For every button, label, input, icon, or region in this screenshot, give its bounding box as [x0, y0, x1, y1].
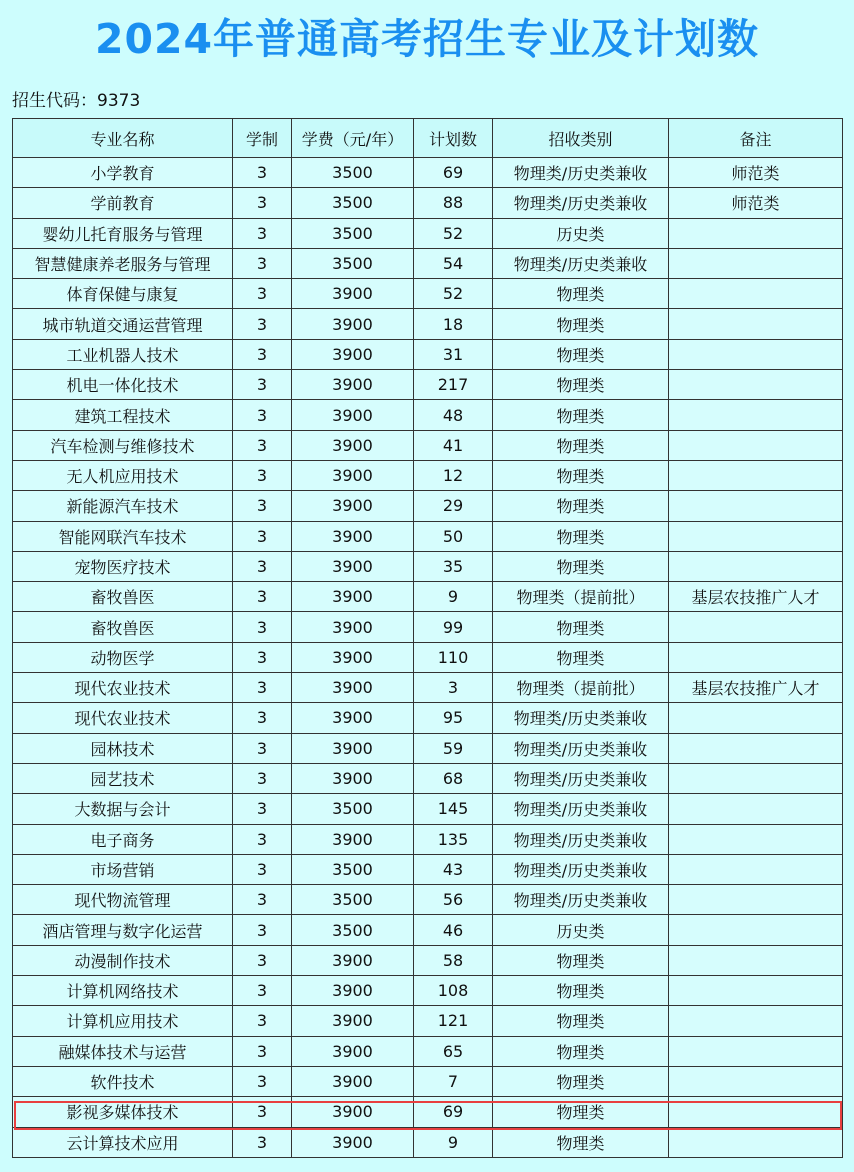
cell-plan-count: 110: [414, 642, 493, 672]
major-plan-table: [12, 118, 843, 1158]
cell-remarks: [669, 733, 843, 763]
cell-category: 物理类: [493, 1066, 669, 1096]
cell-category: 物理类: [493, 279, 669, 309]
table-row: [13, 915, 843, 945]
cell-remarks: [669, 279, 843, 309]
cell-major-name: 市场营销: [13, 854, 233, 884]
cell-remarks: [669, 854, 843, 884]
cell-remarks: 师范类: [669, 158, 843, 188]
cell-duration: 3: [233, 309, 292, 339]
cell-duration: 3: [233, 370, 292, 400]
cell-plan-count: 65: [414, 1036, 493, 1066]
cell-category: 物理类（提前批）: [493, 582, 669, 612]
table-row: [13, 1127, 843, 1157]
cell-plan-count: 52: [414, 218, 493, 248]
cell-tuition: 3900: [292, 582, 414, 612]
table-row: [13, 673, 843, 703]
cell-tuition: 3900: [292, 824, 414, 854]
cell-plan-count: 46: [414, 915, 493, 945]
cell-remarks: [669, 400, 843, 430]
cell-plan-count: 3: [414, 673, 493, 703]
cell-plan-count: 69: [414, 158, 493, 188]
cell-tuition: 3500: [292, 218, 414, 248]
cell-category: 物理类: [493, 976, 669, 1006]
table-row: [13, 763, 843, 793]
cell-remarks: [669, 309, 843, 339]
cell-major-name: 体育保健与康复: [13, 279, 233, 309]
cell-major-name: 畜牧兽医: [13, 582, 233, 612]
cell-tuition: 3900: [292, 339, 414, 369]
cell-tuition: 3500: [292, 248, 414, 278]
cell-plan-count: 88: [414, 188, 493, 218]
header-tuition: 学费（元/年）: [292, 119, 414, 158]
cell-duration: 3: [233, 248, 292, 278]
cell-category: 物理类: [493, 612, 669, 642]
cell-major-name: 园林技术: [13, 733, 233, 763]
table-row: [13, 885, 843, 915]
cell-plan-count: 56: [414, 885, 493, 915]
cell-plan-count: 145: [414, 794, 493, 824]
cell-remarks: [669, 612, 843, 642]
cell-tuition: 3900: [292, 491, 414, 521]
cell-remarks: [669, 945, 843, 975]
cell-plan-count: 68: [414, 763, 493, 793]
cell-category: 物理类: [493, 1006, 669, 1036]
cell-duration: 3: [233, 854, 292, 884]
cell-tuition: 3900: [292, 733, 414, 763]
header-plan-count: 计划数: [414, 119, 493, 158]
table-row: [13, 400, 843, 430]
cell-category: 物理类/历史类兼收: [493, 248, 669, 278]
cell-tuition: 3900: [292, 1066, 414, 1096]
cell-remarks: [669, 703, 843, 733]
cell-category: 物理类/历史类兼收: [493, 824, 669, 854]
cell-remarks: [669, 491, 843, 521]
cell-major-name: 城市轨道交通运营管理: [13, 309, 233, 339]
cell-major-name: 云计算技术应用: [13, 1127, 233, 1157]
cell-plan-count: 135: [414, 824, 493, 854]
cell-duration: 3: [233, 915, 292, 945]
cell-plan-count: 121: [414, 1006, 493, 1036]
cell-plan-count: 95: [414, 703, 493, 733]
cell-tuition: 3900: [292, 551, 414, 581]
cell-plan-count: 108: [414, 976, 493, 1006]
table-row: [13, 460, 843, 490]
cell-major-name: 大数据与会计: [13, 794, 233, 824]
cell-plan-count: 12: [414, 460, 493, 490]
cell-plan-count: 59: [414, 733, 493, 763]
cell-remarks: [669, 460, 843, 490]
cell-plan-count: 50: [414, 521, 493, 551]
cell-major-name: 酒店管理与数字化运营: [13, 915, 233, 945]
cell-tuition: 3900: [292, 642, 414, 672]
cell-tuition: 3900: [292, 400, 414, 430]
cell-duration: 3: [233, 885, 292, 915]
cell-remarks: [669, 763, 843, 793]
table-body: [13, 158, 843, 1158]
cell-category: 物理类: [493, 491, 669, 521]
cell-category: 物理类: [493, 430, 669, 460]
cell-duration: 3: [233, 733, 292, 763]
cell-category: 物理类/历史类兼收: [493, 854, 669, 884]
cell-major-name: 畜牧兽医: [13, 612, 233, 642]
table-row: [13, 248, 843, 278]
cell-duration: 3: [233, 794, 292, 824]
cell-major-name: 融媒体技术与运营: [13, 1036, 233, 1066]
cell-major-name: 小学教育: [13, 158, 233, 188]
header-category: 招收类别: [493, 119, 669, 158]
cell-tuition: 3900: [292, 430, 414, 460]
cell-category: 历史类: [493, 915, 669, 945]
cell-category: 物理类: [493, 460, 669, 490]
cell-duration: 3: [233, 339, 292, 369]
cell-major-name: 影视多媒体技术: [13, 1097, 233, 1127]
cell-remarks: 师范类: [669, 188, 843, 218]
table-row: [13, 1006, 843, 1036]
cell-major-name: 软件技术: [13, 1066, 233, 1096]
cell-category: 物理类: [493, 1097, 669, 1127]
cell-duration: 3: [233, 642, 292, 672]
cell-duration: 3: [233, 1097, 292, 1127]
cell-category: 历史类: [493, 218, 669, 248]
cell-remarks: [669, 1066, 843, 1096]
cell-major-name: 新能源汽车技术: [13, 491, 233, 521]
cell-duration: 3: [233, 1036, 292, 1066]
cell-remarks: [669, 551, 843, 581]
cell-duration: 3: [233, 1006, 292, 1036]
cell-tuition: 3900: [292, 521, 414, 551]
cell-category: 物理类: [493, 370, 669, 400]
cell-plan-count: 48: [414, 400, 493, 430]
cell-category: 物理类: [493, 400, 669, 430]
cell-tuition: 3900: [292, 1036, 414, 1066]
table-row: [13, 733, 843, 763]
table-row: [13, 309, 843, 339]
cell-category: 物理类/历史类兼收: [493, 158, 669, 188]
cell-tuition: 3900: [292, 1006, 414, 1036]
table-row: [13, 612, 843, 642]
cell-category: 物理类: [493, 309, 669, 339]
cell-plan-count: 7: [414, 1066, 493, 1096]
cell-duration: 3: [233, 460, 292, 490]
cell-tuition: 3900: [292, 370, 414, 400]
cell-remarks: [669, 521, 843, 551]
cell-remarks: [669, 824, 843, 854]
table-row: [13, 188, 843, 218]
cell-plan-count: 31: [414, 339, 493, 369]
cell-major-name: 现代农业技术: [13, 703, 233, 733]
cell-remarks: [669, 885, 843, 915]
cell-tuition: 3500: [292, 854, 414, 884]
cell-duration: 3: [233, 582, 292, 612]
cell-duration: 3: [233, 188, 292, 218]
cell-duration: 3: [233, 976, 292, 1006]
cell-duration: 3: [233, 703, 292, 733]
cell-category: 物理类/历史类兼收: [493, 188, 669, 218]
cell-category: 物理类: [493, 339, 669, 369]
cell-duration: 3: [233, 279, 292, 309]
cell-duration: 3: [233, 218, 292, 248]
cell-category: 物理类: [493, 1127, 669, 1157]
enrollment-code: 招生代码：9373: [12, 91, 141, 111]
cell-duration: 3: [233, 521, 292, 551]
cell-tuition: 3900: [292, 460, 414, 490]
cell-duration: 3: [233, 945, 292, 975]
table-header-row: [13, 119, 843, 158]
table-row: [13, 703, 843, 733]
cell-remarks: [669, 1127, 843, 1157]
cell-plan-count: 29: [414, 491, 493, 521]
cell-remarks: [669, 339, 843, 369]
cell-duration: 3: [233, 612, 292, 642]
cell-category: 物理类/历史类兼收: [493, 885, 669, 915]
cell-remarks: 基层农技推广人才: [669, 673, 843, 703]
cell-tuition: 3500: [292, 158, 414, 188]
table-row: [13, 642, 843, 672]
cell-tuition: 3900: [292, 763, 414, 793]
cell-category: 物理类: [493, 521, 669, 551]
table-row: [13, 976, 843, 1006]
cell-plan-count: 217: [414, 370, 493, 400]
cell-remarks: [669, 1006, 843, 1036]
cell-major-name: 动漫制作技术: [13, 945, 233, 975]
cell-major-name: 智慧健康养老服务与管理: [13, 248, 233, 278]
cell-remarks: [669, 248, 843, 278]
cell-remarks: [669, 642, 843, 672]
cell-duration: 3: [233, 1066, 292, 1096]
page-title: 2024年普通高考招生专业及计划数: [94, 15, 760, 63]
cell-major-name: 学前教育: [13, 188, 233, 218]
cell-plan-count: 99: [414, 612, 493, 642]
cell-major-name: 计算机网络技术: [13, 976, 233, 1006]
table-row: [13, 430, 843, 460]
header-major-name: 专业名称: [13, 119, 233, 158]
cell-category: 物理类: [493, 551, 669, 581]
cell-category: 物理类/历史类兼收: [493, 763, 669, 793]
cell-category: 物理类/历史类兼收: [493, 733, 669, 763]
header-duration: 学制: [233, 119, 292, 158]
table-row: [13, 945, 843, 975]
cell-category: 物理类: [493, 1036, 669, 1066]
table-row: [13, 158, 843, 188]
table-row: [13, 582, 843, 612]
cell-category: 物理类/历史类兼收: [493, 703, 669, 733]
cell-major-name: 婴幼儿托育服务与管理: [13, 218, 233, 248]
cell-tuition: 3900: [292, 309, 414, 339]
table-row: [13, 1097, 843, 1127]
cell-plan-count: 58: [414, 945, 493, 975]
table-row: [13, 370, 843, 400]
cell-tuition: 3500: [292, 885, 414, 915]
cell-remarks: [669, 1097, 843, 1127]
table-row: [13, 279, 843, 309]
cell-remarks: [669, 370, 843, 400]
cell-plan-count: 9: [414, 582, 493, 612]
cell-category: 物理类（提前批）: [493, 673, 669, 703]
cell-plan-count: 9: [414, 1127, 493, 1157]
cell-remarks: [669, 218, 843, 248]
cell-tuition: 3900: [292, 1127, 414, 1157]
cell-plan-count: 54: [414, 248, 493, 278]
cell-plan-count: 18: [414, 309, 493, 339]
cell-major-name: 计算机应用技术: [13, 1006, 233, 1036]
cell-duration: 3: [233, 763, 292, 793]
table-row: [13, 218, 843, 248]
cell-tuition: 3900: [292, 976, 414, 1006]
cell-tuition: 3500: [292, 915, 414, 945]
cell-major-name: 建筑工程技术: [13, 400, 233, 430]
cell-tuition: 3500: [292, 188, 414, 218]
table-row: [13, 1036, 843, 1066]
cell-duration: 3: [233, 430, 292, 460]
cell-duration: 3: [233, 551, 292, 581]
cell-tuition: 3900: [292, 1097, 414, 1127]
cell-tuition: 3900: [292, 945, 414, 975]
cell-plan-count: 43: [414, 854, 493, 884]
cell-duration: 3: [233, 400, 292, 430]
cell-major-name: 现代物流管理: [13, 885, 233, 915]
cell-tuition: 3900: [292, 612, 414, 642]
table-row: [13, 824, 843, 854]
cell-major-name: 园艺技术: [13, 763, 233, 793]
cell-plan-count: 41: [414, 430, 493, 460]
cell-major-name: 无人机应用技术: [13, 460, 233, 490]
table-row: [13, 521, 843, 551]
cell-category: 物理类/历史类兼收: [493, 794, 669, 824]
table-row: [13, 491, 843, 521]
cell-major-name: 智能网联汽车技术: [13, 521, 233, 551]
cell-duration: 3: [233, 673, 292, 703]
cell-major-name: 汽车检测与维修技术: [13, 430, 233, 460]
cell-remarks: [669, 915, 843, 945]
table-row: [13, 1066, 843, 1096]
cell-major-name: 现代农业技术: [13, 673, 233, 703]
cell-major-name: 动物医学: [13, 642, 233, 672]
cell-remarks: [669, 1036, 843, 1066]
cell-remarks: [669, 430, 843, 460]
cell-duration: 3: [233, 158, 292, 188]
cell-major-name: 电子商务: [13, 824, 233, 854]
cell-plan-count: 69: [414, 1097, 493, 1127]
cell-tuition: 3900: [292, 279, 414, 309]
cell-plan-count: 52: [414, 279, 493, 309]
cell-duration: 3: [233, 491, 292, 521]
cell-plan-count: 35: [414, 551, 493, 581]
cell-category: 物理类: [493, 945, 669, 975]
cell-tuition: 3500: [292, 794, 414, 824]
table-row: [13, 854, 843, 884]
table-row: [13, 551, 843, 581]
cell-tuition: 3900: [292, 673, 414, 703]
cell-duration: 3: [233, 824, 292, 854]
cell-duration: 3: [233, 1127, 292, 1157]
table-row: [13, 794, 843, 824]
cell-tuition: 3900: [292, 703, 414, 733]
header-remarks: 备注: [669, 119, 843, 158]
cell-remarks: [669, 976, 843, 1006]
cell-major-name: 机电一体化技术: [13, 370, 233, 400]
cell-remarks: 基层农技推广人才: [669, 582, 843, 612]
cell-major-name: 工业机器人技术: [13, 339, 233, 369]
cell-major-name: 宠物医疗技术: [13, 551, 233, 581]
cell-category: 物理类: [493, 642, 669, 672]
cell-remarks: [669, 794, 843, 824]
table-row: [13, 339, 843, 369]
